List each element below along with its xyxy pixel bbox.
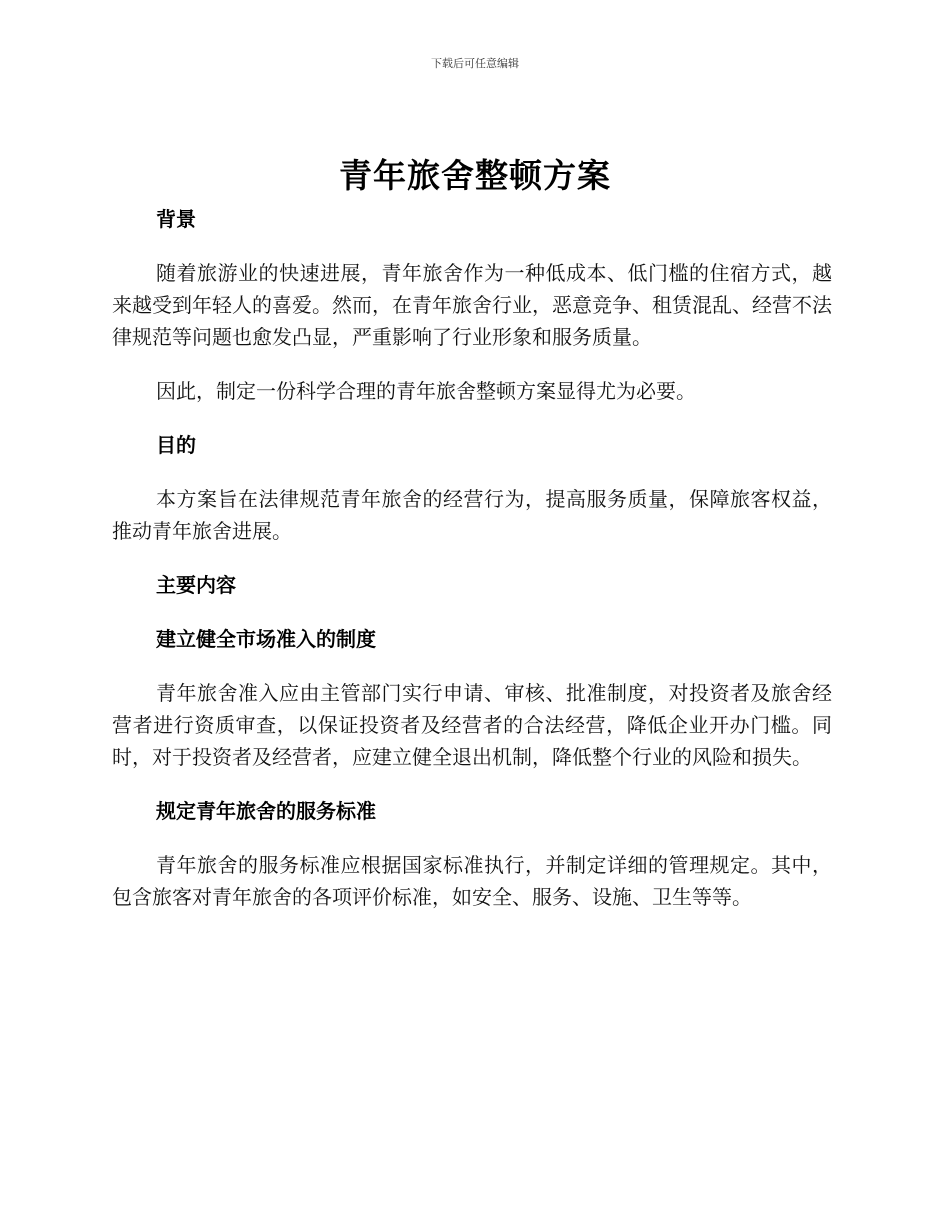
section-heading-service-standards: 规定青年旅舍的服务标准 [156,799,376,823]
paragraph-market-access: 青年旅舍准入应由主管部门实行申请、审核、批准制度，对投资者及旅舍经营者进行资质审查，以保证投资者及经营者的合法经营，降低企业开办门槛。同时，对于投资者及经营者，应建立健全退出机制，降低整个行业的风险和损失。 [112,681,832,769]
section-heading-purpose: 目的 [156,433,196,457]
paragraph-necessity: 因此，制定一份科学合理的青年旅舍整顿方案显得尤为必要。 [156,379,696,403]
header-note: 下载后可任意编辑 [431,57,519,70]
section-heading-background: 背景 [156,207,196,231]
paragraph-purpose: 本方案旨在法律规范青年旅舍的经营行为，提高服务质量，保障旅客权益，推动青年旅舍进展。 [112,487,832,543]
section-heading-main-content: 主要内容 [156,573,236,597]
paragraph-background: 随着旅游业的快速进展，青年旅舍作为一种低成本、低门槛的住宿方式，越来越受到年轻人的喜爱。然而，在青年旅舍行业，恶意竞争、租赁混乱、经营不法律规范等问题也愈发凸显，严重影响了行业形象和服务质量。 [112,261,832,349]
paragraph-service-standards: 青年旅舍的服务标准应根据国家标准执行，并制定详细的管理规定。其中，包含旅客对青年旅舍的各项评价标准，如安全、服务、设施、卫生等等。 [112,853,832,909]
section-heading-market-access: 建立健全市场准入的制度 [156,627,376,651]
document-body [112,203,832,913]
document-title: 青年旅舍整顿方案 [339,156,611,195]
